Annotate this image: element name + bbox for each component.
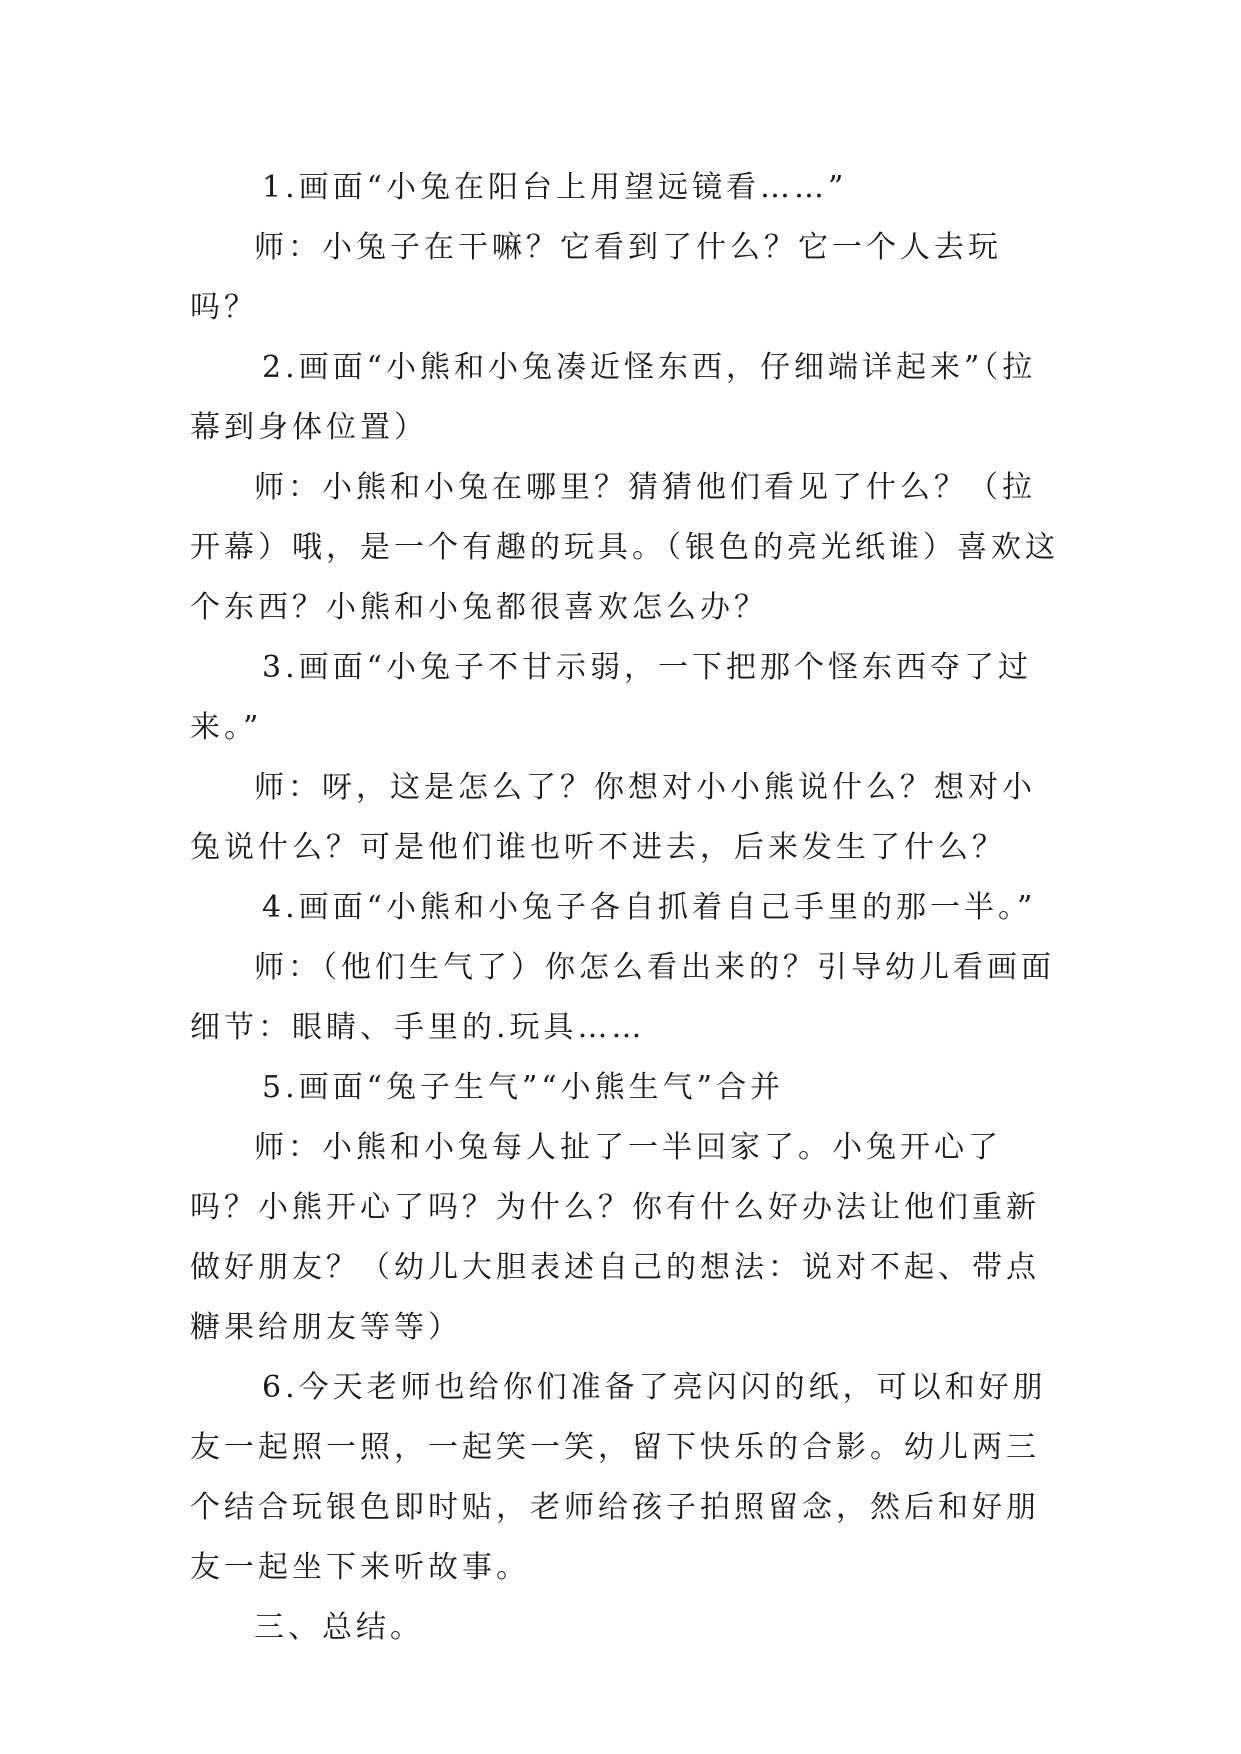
paragraph-teacher-5: 师：小熊和小兔每人扯了一半回家了。小兔开心了吗？小熊开心了吗？为什么？你有什么好办法让他们重新做好朋友？（幼儿大胆表述自己的想法：说对不起、带点糖果给朋友等等） [190, 1130, 1040, 1345]
paragraph-step-6: 6.今天老师也给你们准备了亮闪闪的纸，可以和好朋友一起照一照，一起笑一笑，留下快乐的合影。幼儿两三个结合玩银色即时贴，老师给孩子拍照留念，然后和好朋友一起坐下来听故事。 [190, 1370, 1047, 1585]
paragraph-step-1: 1.画面“小兔在阳台上用望远镜看……” [262, 170, 848, 205]
paragraph-step-2: 2.画面“小熊和小兔凑近怪东西，仔细端详起来”（拉幕到身体位置） [190, 350, 1037, 445]
paragraph-step-3: 3.画面“小兔子不甘示弱，一下把那个怪东西夺了过来。” [190, 650, 1032, 745]
paragraph-teacher-3: 师：呀，这是怎么了？你想对小小熊说什么？想对小兔说什么？可是他们谁也听不进去，后来发生了什么？ [190, 770, 1036, 865]
section-heading-summary: 三、总结。 [254, 1610, 424, 1645]
paragraph-teacher-2: 师：小熊和小兔在哪里？猜猜他们看见了什么？（拉开幕）哦，是一个有趣的玩具。（银色的亮光纸谁）喜欢这个东西？小熊和小兔都很喜欢怎么办？ [190, 470, 1059, 625]
paragraph-step-4: 4.画面“小熊和小兔子各自抓着自己手里的那一半。” [262, 890, 1037, 925]
document-body [190, 158, 1060, 1658]
paragraph-step-5: 5.画面“兔子生气”“小熊生气”合并 [262, 1070, 784, 1105]
paragraph-teacher-1: 师：小兔子在干嘛？它看到了什么？它一个人去玩吗？ [190, 230, 1002, 325]
paragraph-teacher-4: 师：（他们生气了）你怎么看出来的？引导幼儿看画面细节：眼睛、手里的.玩具…… [190, 950, 1055, 1045]
